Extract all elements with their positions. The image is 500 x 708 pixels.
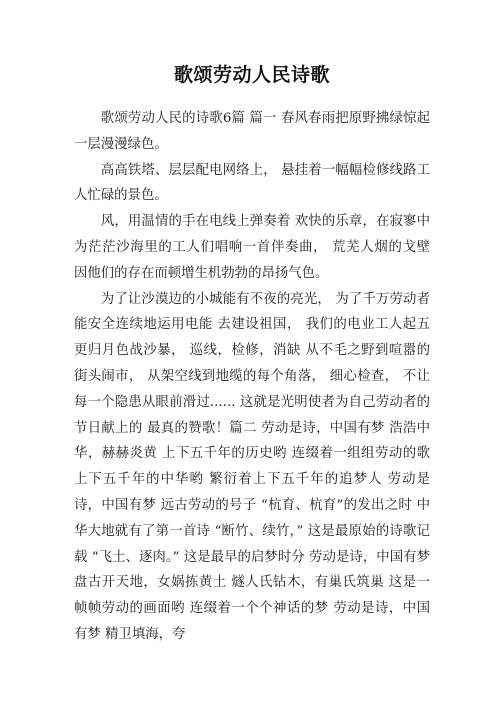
document-title: 歌颂劳动人民诗歌	[173, 64, 330, 86]
paragraph-4: 为了让沙漠边的小城能有不夜的亮光， 为了千万劳动者能安全连续地运用电能 去建设祖国， 我们的电业工人起五更归月色战沙暴， 巡线，检修，消缺 从不毛之野到喧嚣的街头闹市， 从架空线到地缆的每个角落， 细心检查， 不让每一个隐患从眼前滑过...... 这就是光明使者为自己劳动者的节日献上的 最真的赞歌！篇二 劳动是诗，中国有梦 浩浩中华，赫赫炎黄 上下五千年的历史哟 连缀着一组组劳动的歌 上下五千年的中华哟 繁衍着上下五千年的追梦人 劳动是诗，中国有梦 远古劳动的号子 “杭育、杭育”的发出之时 中华大地就有了第一首诗 “断竹、续竹，” 这是最原始的诗歌记载 “飞土、逐肉。” 这是最早的启梦时分 劳动是诗，中国有梦 盘古开天地，女娲拣黄土 燧人氏钻木，有巢氏筑巢 这是一帧帧劳动的画面哟 连缀着一个个神话的梦 劳动是诗，中国有梦 精卫填海，夸	[74, 291, 430, 642]
paragraph-3: 风，用温情的手在电线上弹奏着 欢快的乐章，在寂寥中 为茫茫沙海里的工人们唱响一首伴奏曲， 荒芜人烟的戈壁 因他们的存在而顿增生机勃勃的昂扬气色。	[74, 214, 430, 281]
paragraph-1: 歌颂劳动人民的诗歌6篇 篇一 春风春雨把原野拂绿惊起一层漫漫绿色。	[74, 111, 430, 152]
paragraph-2: 高高铁塔、层层配电网络上， 悬挂着一幅幅检修线路工人忙碌的景色。	[74, 162, 430, 204]
